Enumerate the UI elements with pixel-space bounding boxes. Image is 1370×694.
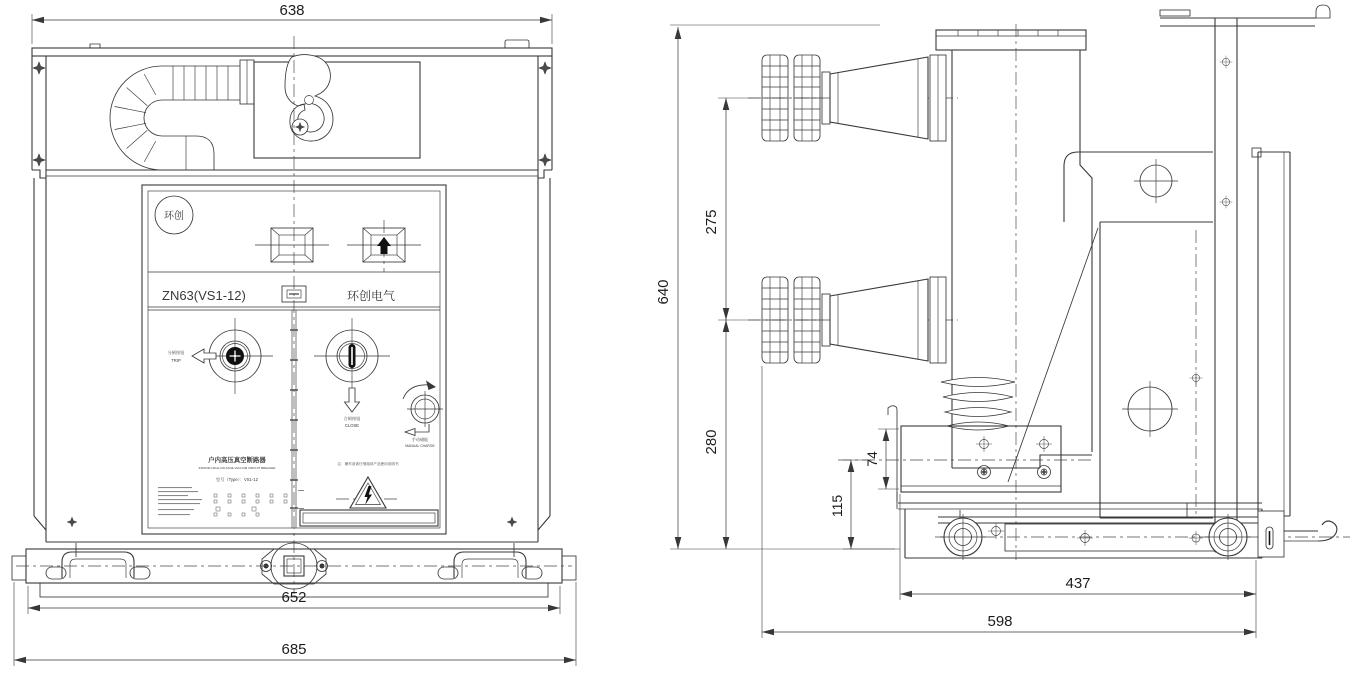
mounting-frame bbox=[1064, 5, 1330, 552]
interlock-hook-mechanism bbox=[254, 55, 420, 158]
dim-label-640: 640 bbox=[655, 279, 672, 305]
dim-label-652: 652 bbox=[281, 589, 307, 606]
nameplate bbox=[158, 455, 304, 516]
upper-insulator-cone bbox=[830, 57, 928, 139]
dim-label-115: 115 bbox=[829, 494, 845, 518]
close-arrow-icon bbox=[345, 388, 360, 412]
manual-charge-handle[interactable] bbox=[403, 381, 443, 436]
wheel-front bbox=[940, 514, 986, 560]
model-label: ZN63(VS1-12) bbox=[162, 288, 246, 303]
caution-note: 注：操作前请仔细阅读产品使用说明书 bbox=[337, 462, 399, 466]
lifting-handle-left[interactable] bbox=[46, 552, 150, 579]
pull-hook[interactable] bbox=[1284, 521, 1337, 541]
nameplate-title-cn: 户内高压真空断路器 bbox=[208, 457, 266, 464]
flexible-conduit bbox=[110, 60, 254, 170]
latch-plate bbox=[1258, 511, 1284, 557]
charged-arrow-icon bbox=[377, 237, 391, 254]
front-view bbox=[12, 2, 576, 666]
dim-label-74: 74 bbox=[864, 451, 880, 467]
charge-label-en: MANUAL CHARGE bbox=[405, 444, 435, 448]
close-label-en: CLOSE bbox=[344, 423, 360, 428]
nameplate-type-line: 型号（Type）：VS1-12 bbox=[216, 477, 258, 482]
dimension-652 bbox=[28, 586, 560, 614]
lower-insulator-cone bbox=[830, 279, 928, 361]
indicator-window-left[interactable] bbox=[255, 228, 329, 262]
trip-arrow-icon bbox=[192, 349, 216, 363]
dim-label-437: 437 bbox=[1065, 575, 1091, 592]
door-label-strip bbox=[300, 510, 438, 526]
dimension-280 bbox=[703, 320, 726, 549]
dim-label-638: 638 bbox=[279, 2, 305, 19]
side-view bbox=[655, 5, 1350, 638]
wheel-rear bbox=[1205, 514, 1251, 560]
mechanism-brace bbox=[1008, 228, 1098, 482]
brand-logo-text: 环创 bbox=[164, 211, 184, 222]
lifting-handle-right[interactable] bbox=[438, 552, 542, 579]
brand-name-label: 环创电气 bbox=[346, 289, 396, 303]
trip-label-cn: 分闸按钮 bbox=[167, 350, 185, 355]
dim-label-598: 598 bbox=[987, 613, 1013, 630]
nameplate-spec-rows bbox=[158, 487, 304, 516]
dimension-638 bbox=[32, 2, 552, 44]
warning-triangle-icon bbox=[336, 477, 400, 508]
charge-label-cn: 手动储能 bbox=[411, 437, 429, 442]
dimension-115 bbox=[829, 460, 895, 549]
dim-label-275: 275 bbox=[703, 209, 720, 235]
dimension-275 bbox=[703, 98, 760, 320]
trip-label-en: TRIP bbox=[171, 358, 181, 363]
close-label-cn: 合闸按钮 bbox=[343, 416, 361, 421]
rotate-arrow-icon bbox=[403, 385, 431, 399]
lower-contact-arm bbox=[748, 277, 958, 363]
dimension-74 bbox=[864, 429, 899, 489]
upper-contact-arm bbox=[748, 55, 958, 141]
chassis bbox=[897, 492, 1350, 560]
dimension-437 bbox=[900, 494, 1256, 638]
indicator-window-charged[interactable] bbox=[347, 220, 421, 272]
dim-label-280: 280 bbox=[703, 429, 720, 455]
nameplate-title-en: INDOOR HIGH-VOLTAGE VACUUM CIRCUIT BREAKER bbox=[198, 466, 276, 470]
dim-label-685: 685 bbox=[281, 641, 307, 658]
